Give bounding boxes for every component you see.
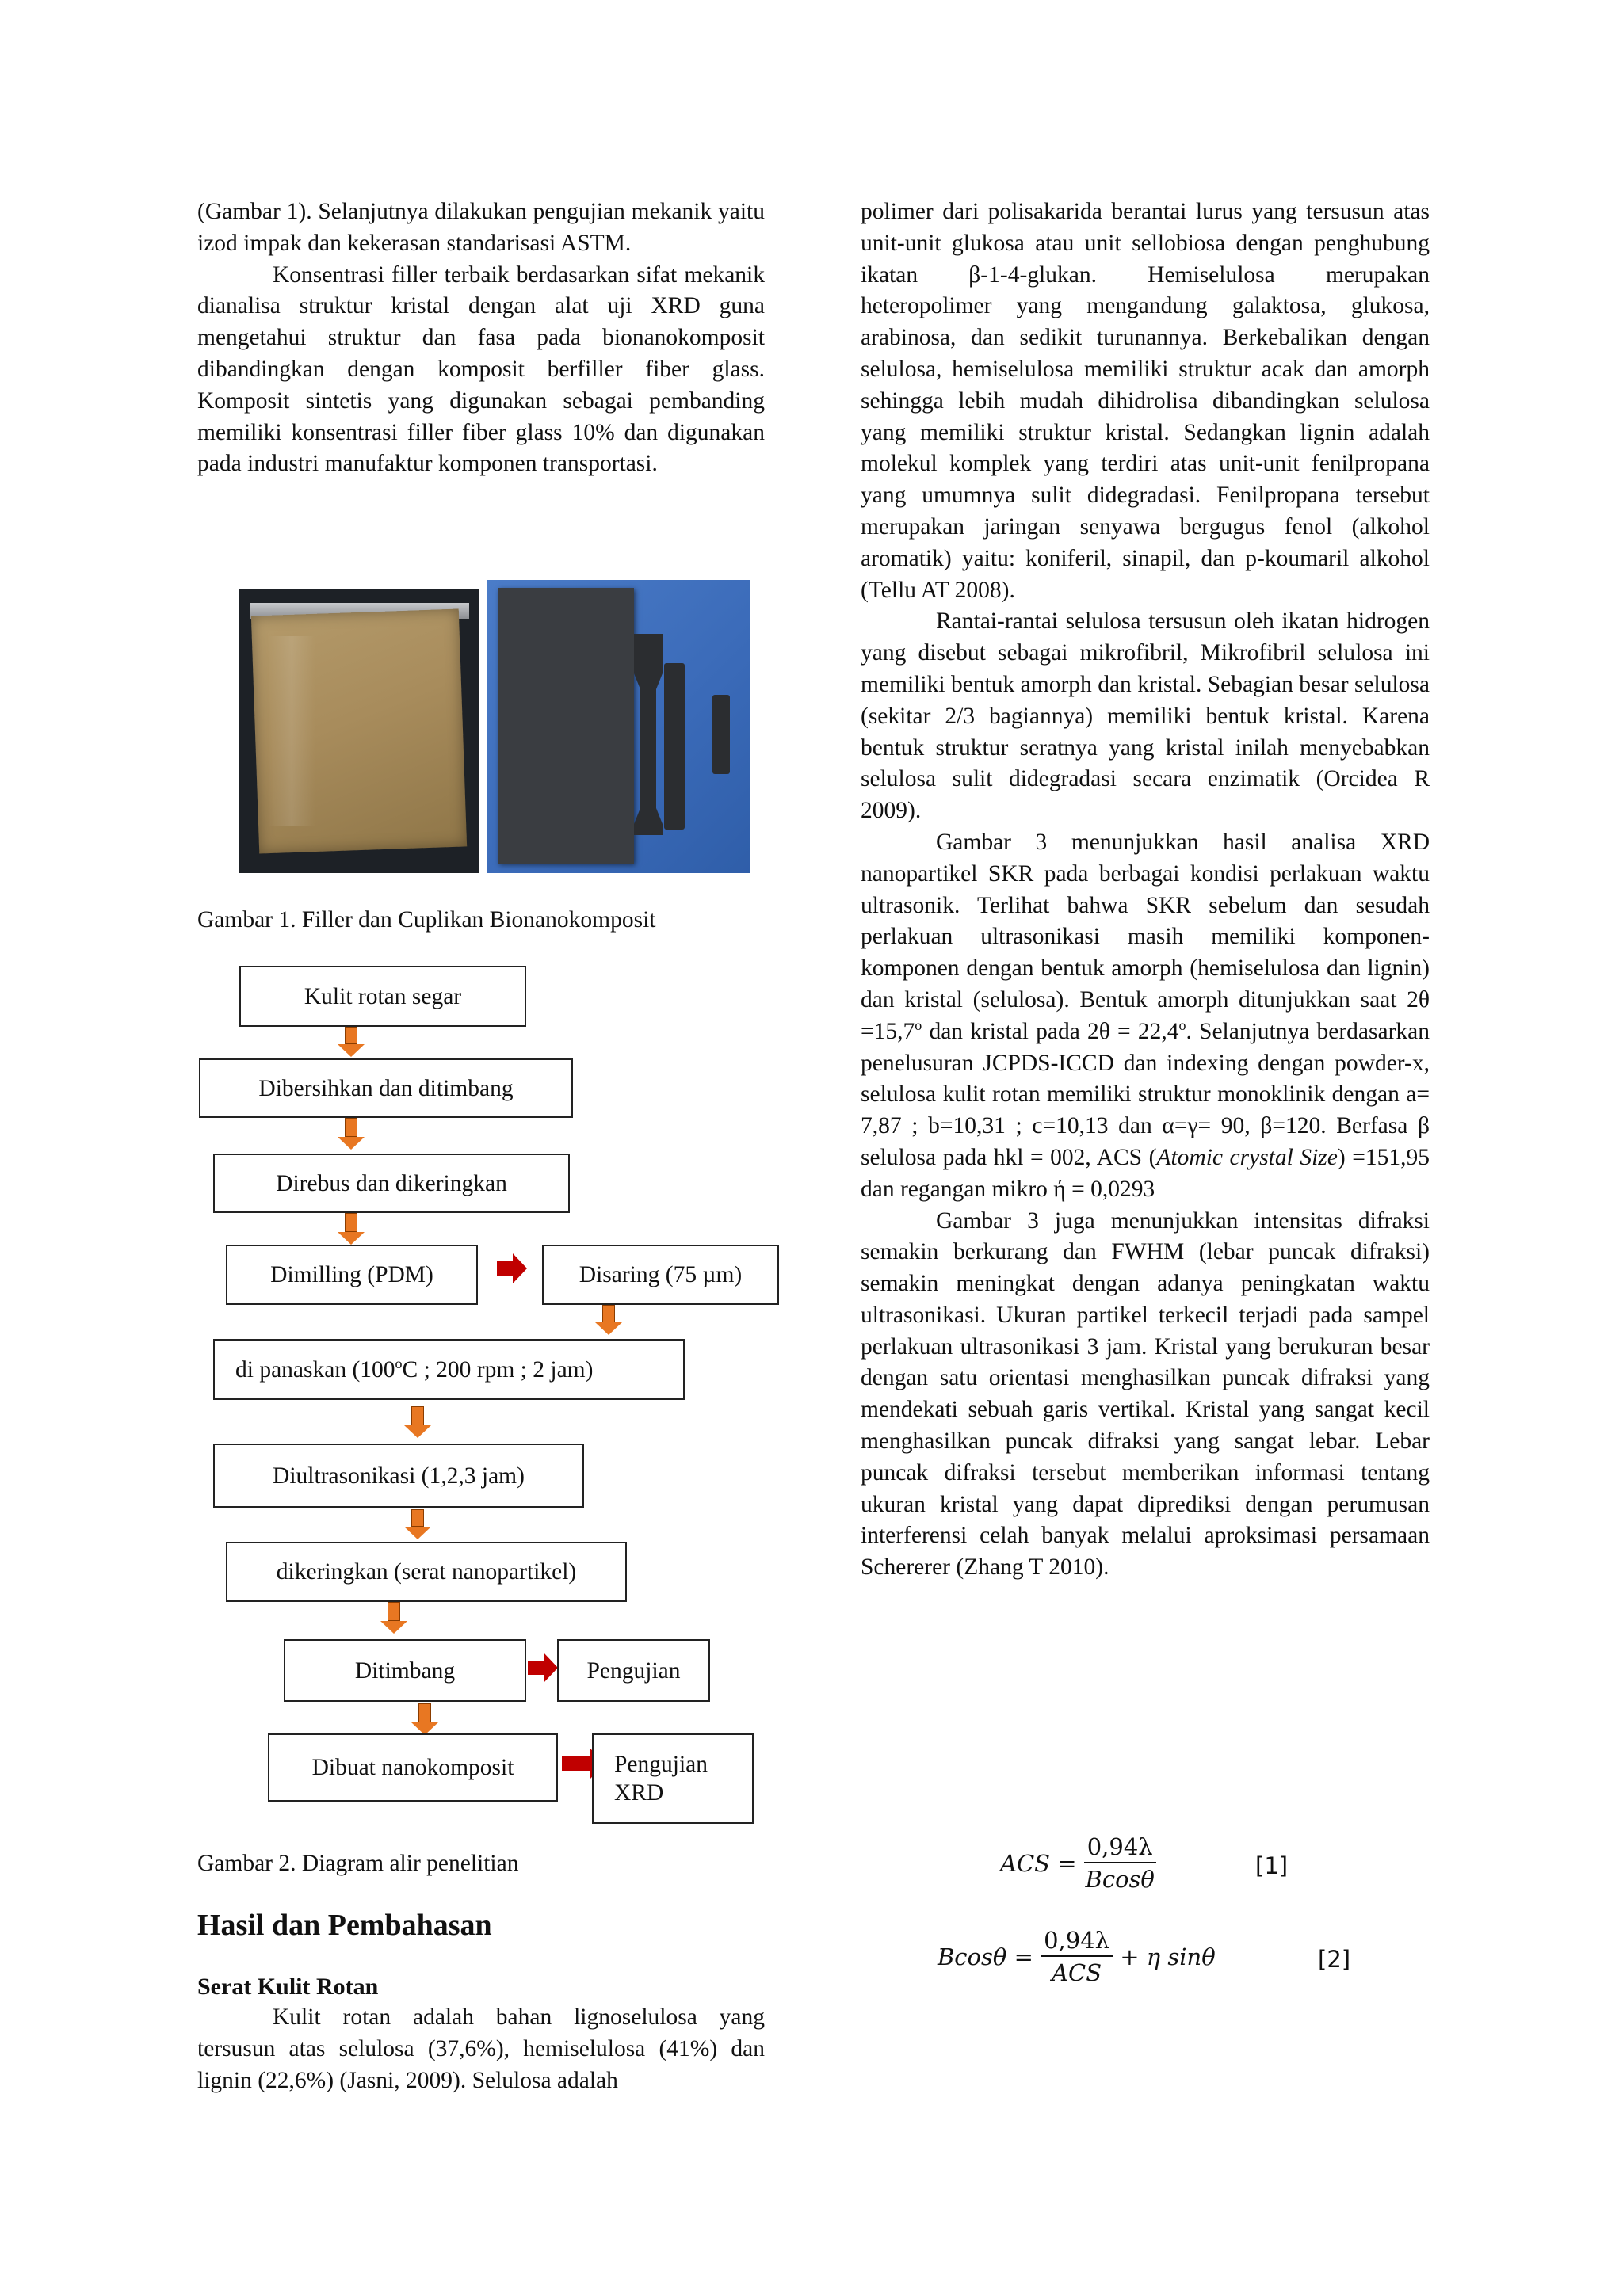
paragraph: Kulit rotan adalah bahan lignoselulosa yang tersusun atas selulosa (37,6%), hemiselulosa (41%) dan lignin (22,6%) (Jasni, 2009). Selulosa adalah <box>197 2004 765 2093</box>
filler-photo <box>239 589 479 873</box>
section-body <box>197 2002 765 2096</box>
paragraph: Gambar 3 juga menunjukkan intensitas difraksi semakin berkurang dan FWHM (lebar puncak difraksi) semakin meningkat dengan adanya peningkatan waktu ultrasonikasi. Ukuran partikel terkecil terjadi pada sampel perlakuan ultrasonikasi 3 jam. Kristal yang berukuran besar dengan satu orientasi menghasilkan puncak difraksi yang mendekati sebuah garis vertikal. Kristal yang sangat kecil menghasilkan puncak difraksi yang sangat lebar. Lebar puncak difraksi tersebut memberikan informasi tentang ukuran kristal yang dapat diprediksi dengan perumusan interferensi celah banyak melalui aproksimasi persamaan Schererer (Zhang T 2010). <box>861 1207 1430 1581</box>
flow-step-make-nanocomposite: Dibuat nanokomposit <box>268 1733 558 1802</box>
specimen-photo <box>487 580 750 873</box>
flow-step-dry-nanoparticle: dikeringkan (serat nanopartikel) <box>226 1542 627 1602</box>
flow-step-xrd-testing: Pengujian XRD <box>592 1733 754 1824</box>
flow-step-ultrasonicate: Diultrasonikasi (1,2,3 jam) <box>213 1444 584 1508</box>
paragraph: (Gambar 1). Selanjutnya dilakukan pengujian mekanik yaitu izod impak dan kekerasan standarisasi ASTM. <box>197 199 765 256</box>
figure-2-caption: Gambar 2. Diagram alir penelitian <box>197 1851 519 1876</box>
flow-step-clean-weigh: Dibersihkan dan ditimbang <box>199 1058 573 1118</box>
flow-step-weigh: Ditimbang <box>284 1639 526 1702</box>
figure-1-caption: Gambar 1. Filler dan Cuplikan Bionanokomposit <box>197 907 656 933</box>
right-column <box>861 196 1430 1584</box>
left-column <box>197 196 765 480</box>
equation-2-label: [2] <box>1318 1946 1351 1973</box>
equation-1: ACS = $\frac{0,94\lambda}{Bcos\theta}$ <box>1000 1833 1155 1893</box>
equation-1-label: [1] <box>1255 1852 1289 1879</box>
flow-step-milling: Dimilling (PDM) <box>226 1245 478 1305</box>
paragraph: polimer dari polisakarida berantai lurus yang tersusun atas unit-unit glukosa atau unit sellobiosa dengan penghubung ikatan β-1-4-glukan. Hemiselulosa merupakan heteropolimer yang mengandung galaktosa, glukosa, arabinosa, dan sedikit turunannya. Berkebalikan dengan selulosa, hemiselulosa memiliki struktur acak dan amorph sehingga lebih mudah dihidrolisa dibandingkan selulosa yang memiliki struktur kristal. Sedangkan lignin adalah molekul komplek yang terdiri atas unit-unit fenilpropana yang umumnya sulit didegradasi. Fenilpropana tersebut merupakan jaringan senyawa bergugus fenol (alkohol aromatik) yaitu: koniferil, sinapil, dan p-koumaril alkohol (Tellu AT 2008). <box>861 199 1430 603</box>
flow-step-boil-dry: Direbus dan dikeringkan <box>213 1154 570 1213</box>
subsection-heading: Serat Kulit Rotan <box>197 1974 379 2000</box>
impact-specimen <box>664 663 685 830</box>
section-heading: Hasil dan Pembahasan <box>197 1909 492 1942</box>
flow-step-heat-text: di panaskan (100$^o$C ; 200 rpm ; 2 jam) <box>235 1355 594 1383</box>
flow-step-testing: Pengujian <box>557 1639 710 1702</box>
paragraph: Konsentrasi filler terbaik berdasarkan sifat mekanik dianalisa struktur kristal dengan alat uji XRD guna mengetahui struktur dan fasa pada bionanokomposit dibandingkan dengan komposit berfiller fiber glass. Komposit sintetis yang digunakan sebagai pembanding memiliki konsentrasi filler fiber glass 10% dan digunakan pada industri manufaktur komponen transportasi. <box>197 261 765 477</box>
figure-1 <box>239 580 750 873</box>
paragraph: Gambar 3 menunjukkan hasil analisa XRD nanopartikel SKR pada berbagai kondisi perlakuan waktu ultrasonik. Terlihat bahwa SKR sebelum dan sesudah perlakuan ultrasonikasi masih memiliki komponen-komponen dengan bentuk amorph (hemiselulosa dan lignin) dan kristal (selulosa). Bentuk amorph ditunjukkan saat $2\theta =15,7^o$ dan kristal pada $2\theta = 22,4^o$. Selanjutnya berdasarkan penelusuran JCPDS-ICCD dan indexing dengan powder-x, selulosa kulit rotan memiliki struktur monoklinik dengan a= 7,87 ; b=10,31 ; c=10,13 dan α=γ= 90, β=120. Berfasa β selulosa pada hkl = 002, ACS (Atomic crystal Size) =151,95 dan regangan mikro ή = 0,0293 <box>861 829 1430 1202</box>
hardness-specimen <box>712 695 730 774</box>
dogbone-specimen <box>626 627 750 873</box>
composite-plate <box>498 588 634 864</box>
equation-2: Bcosθ = $\frac{0,94\lambda}{\text{ACS}}$ + η sinθ <box>938 1927 1216 1986</box>
flow-step-fresh-rattan: Kulit rotan segar <box>239 966 526 1027</box>
flow-step-sieve: Disaring (75 µm) <box>542 1245 779 1305</box>
flow-step-heat <box>213 1339 685 1400</box>
paragraph: Rantai-rantai selulosa tersusun oleh ikatan hidrogen yang disebut sebagai mikrofibril, Mikrofibril selulosa ini memiliki bentuk amorph dan kristal. Sebagian besar selulosa (sekitar 2/3 bagiannya) memiliki bentuk kristal. Karena bentuk struktur seratnya yang kristal inilah menyebabkan selulosa sulit didegradasi secara enzimatik (Orcidea R 2009). <box>861 608 1430 824</box>
